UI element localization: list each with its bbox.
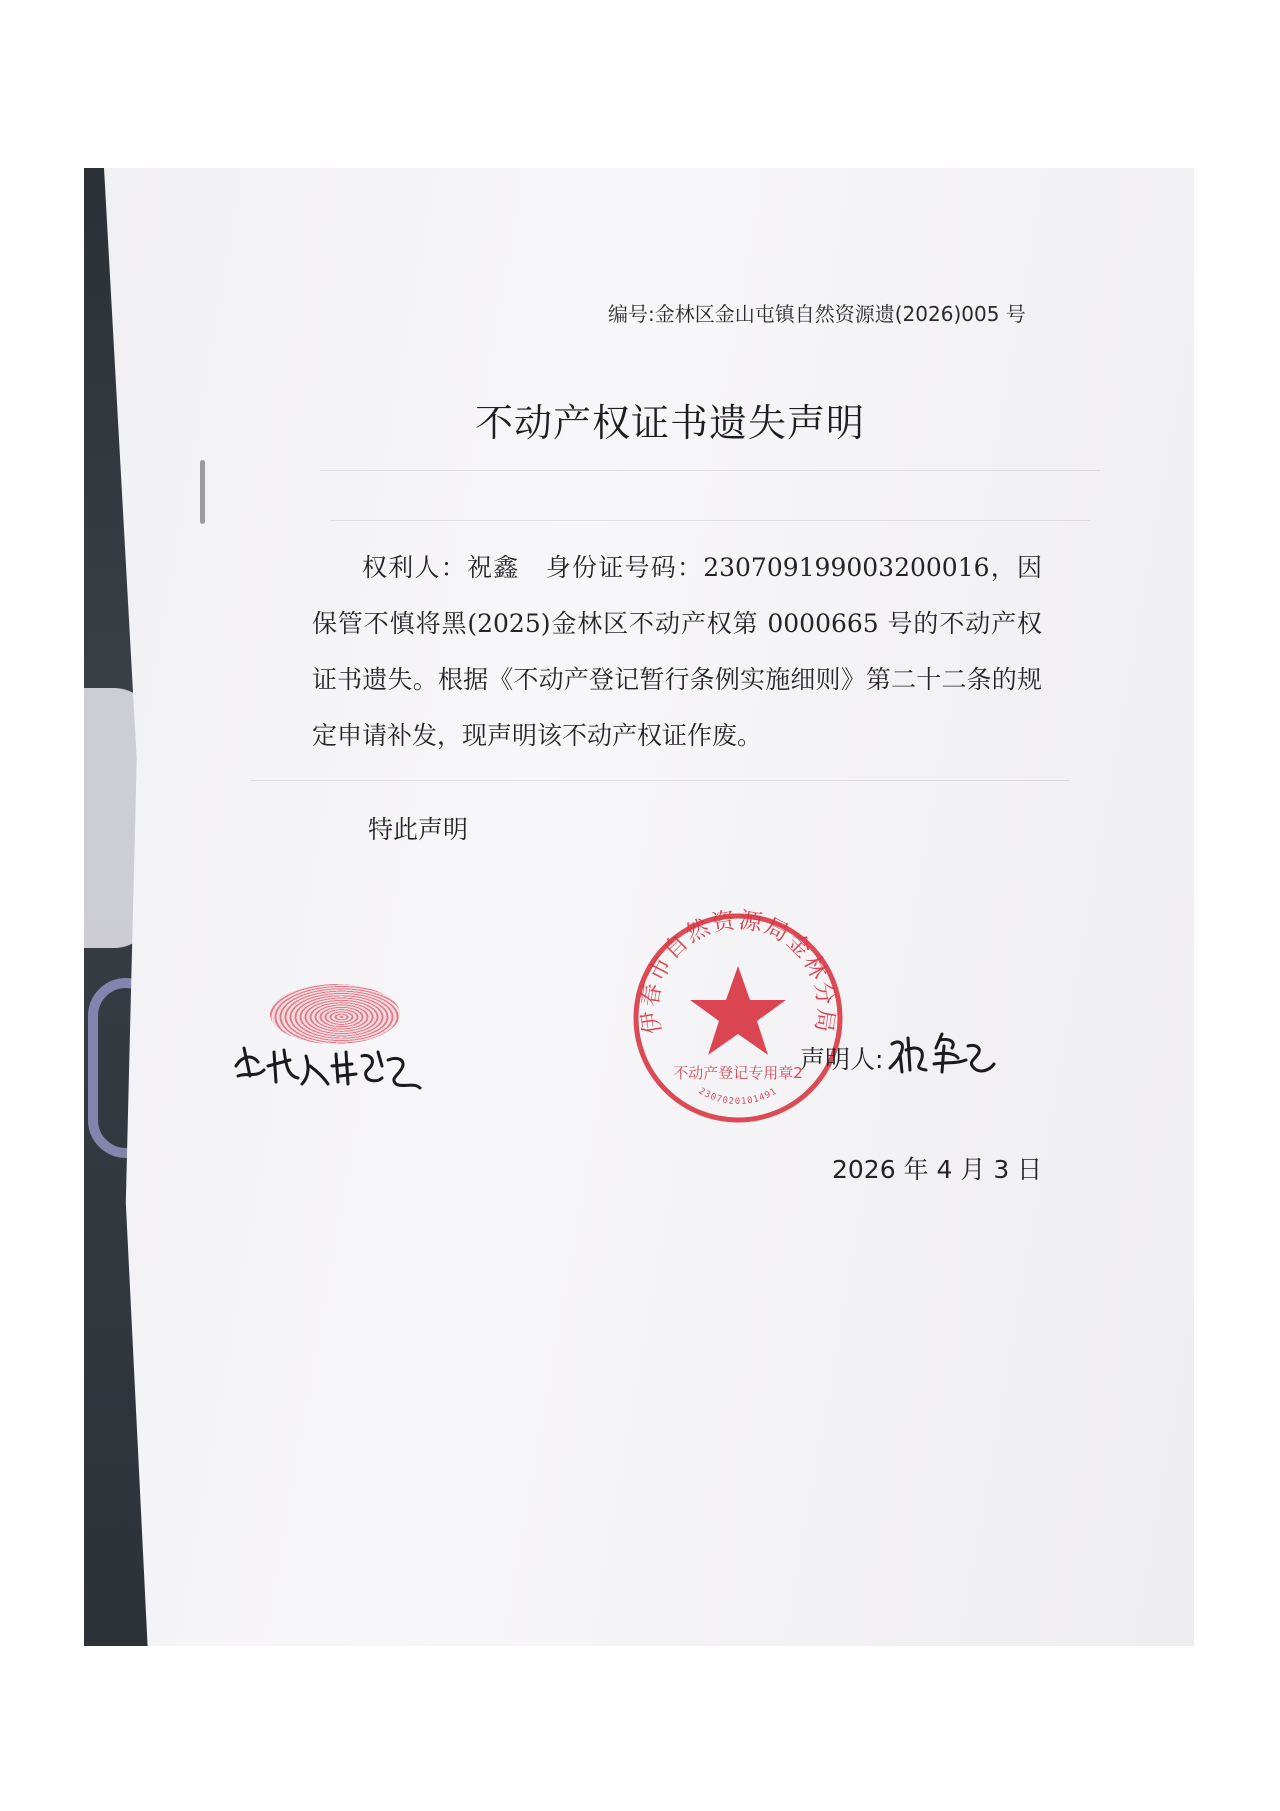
show-through-line	[320, 470, 1100, 471]
trustee-signature-strokes	[236, 1048, 420, 1088]
show-through-line	[250, 780, 1070, 781]
seal-organization-text: 伊春市自然资源局金林分局	[637, 908, 839, 1036]
document-number: 编号:金林区金山屯镇自然资源遗(2026)005 号	[608, 302, 1026, 326]
binder-clip-slot	[200, 460, 205, 524]
statement-body	[312, 540, 1042, 764]
statement-paragraph: 权利人：祝鑫 身份证号码：230709199003200016，因保管不慎将黑(2025)金林区不动产权第 0000665 号的不动产权证书遗失。根据《不动产登记暂行条例实施细则》第二十二条的规定申请补发，现声明该不动产权证作废。	[312, 553, 1042, 750]
show-through-line	[330, 520, 1090, 521]
closing-phrase: 特此声明	[368, 815, 469, 844]
trustee-signature	[228, 1026, 428, 1096]
document-sheet	[104, 168, 1194, 1646]
declarant-label: 声明人:	[800, 1045, 884, 1074]
document-date: 2026 年 4 月 3 日	[832, 1155, 1043, 1184]
declarant-signature	[886, 1024, 996, 1080]
seal-code-text: 2307020101491	[696, 1086, 780, 1108]
seal-purpose-text: 不动产登记专用章2	[673, 1064, 803, 1082]
seal-star-icon	[690, 966, 786, 1055]
document-title: 不动产权证书遗失声明	[474, 401, 865, 445]
official-seal	[628, 908, 848, 1128]
declarant-signature-strokes	[890, 1034, 994, 1072]
